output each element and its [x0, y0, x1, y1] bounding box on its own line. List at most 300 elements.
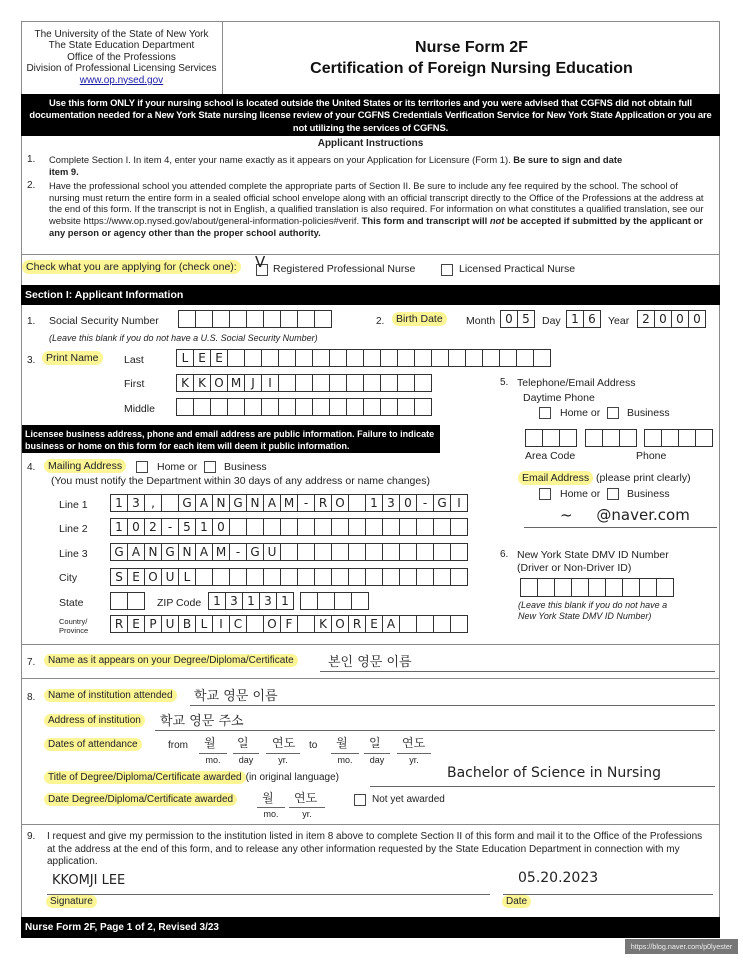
char-box[interactable] — [640, 579, 657, 596]
divider — [21, 678, 720, 679]
state-input[interactable] — [110, 592, 145, 610]
char-box[interactable] — [301, 593, 318, 609]
char-box[interactable]: 0 — [655, 311, 672, 327]
char-box[interactable] — [213, 569, 230, 585]
char-box[interactable]: 1 — [567, 311, 584, 327]
degree-title-input[interactable]: Bachelor of Science in Nursing — [447, 765, 661, 781]
email-note: (please print clearly) — [596, 472, 691, 484]
char-box[interactable] — [679, 430, 696, 446]
signature-input[interactable]: KKOMJI LEE — [52, 873, 126, 888]
char-box[interactable] — [449, 350, 466, 366]
form-subtitle: Certification of Foreign Nursing Education — [310, 60, 633, 77]
item-number: 7. — [27, 657, 36, 668]
char-box[interactable] — [415, 399, 432, 415]
char-box[interactable] — [381, 375, 398, 391]
char-box[interactable]: 0 — [689, 311, 706, 327]
char-box[interactable]: G — [179, 495, 196, 511]
char-box[interactable] — [281, 519, 298, 535]
not-yet-awarded-checkbox[interactable] — [354, 794, 366, 806]
char-box[interactable] — [606, 579, 623, 596]
char-box[interactable]: E — [194, 350, 211, 366]
char-box[interactable] — [383, 544, 400, 560]
awarded-year-input[interactable]: 연도 — [294, 791, 318, 805]
consent-text: I request and give my permission to the institution listed in item 8 above to complete Section II of this form and mail it to the Office of the Professions at the address at the end of this form, and to release any other information requested by the State Education Department in connection with my application. — [47, 831, 703, 867]
char-box[interactable]: E — [366, 616, 383, 632]
address-line2-input[interactable] — [110, 518, 468, 536]
char-box[interactable]: I — [262, 375, 279, 391]
char-box[interactable] — [349, 544, 366, 560]
char-box[interactable]: N — [213, 495, 230, 511]
char-box[interactable]: 1 — [196, 519, 213, 535]
char-box[interactable]: O — [332, 616, 349, 632]
char-box[interactable] — [434, 569, 451, 585]
char-box[interactable] — [347, 350, 364, 366]
char-box[interactable]: G — [434, 495, 451, 511]
char-box[interactable]: O — [264, 616, 281, 632]
char-box[interactable]: L — [177, 350, 194, 366]
char-box[interactable] — [279, 375, 296, 391]
middle-name-label: Middle — [124, 403, 155, 415]
char-box[interactable] — [315, 544, 332, 560]
degree-title-text: Title of Degree/Diploma/Certificate awarded — [44, 771, 246, 784]
ssn-label: Social Security Number — [49, 315, 159, 327]
ssn-input[interactable] — [178, 310, 332, 328]
char-box[interactable] — [313, 375, 330, 391]
email-business-checkbox[interactable] — [607, 488, 619, 500]
char-box[interactable]: 3 — [383, 495, 400, 511]
public-info-notice: Licensee business address, phone and email address are public information. Failure to indicate business or home on this form for each item will deem it public information. — [22, 425, 440, 453]
char-box[interactable] — [366, 544, 383, 560]
to-year-input[interactable]: 연도 — [402, 736, 426, 750]
char-box[interactable]: G — [111, 544, 128, 560]
char-box[interactable]: 3 — [128, 495, 145, 511]
char-box[interactable] — [364, 375, 381, 391]
char-box[interactable]: N — [145, 544, 162, 560]
date-input[interactable]: 05.20.2023 — [518, 870, 599, 886]
char-box[interactable] — [417, 569, 434, 585]
char-box[interactable] — [526, 430, 543, 446]
divider — [21, 824, 720, 825]
char-box[interactable] — [645, 430, 662, 446]
area-code-input[interactable] — [525, 429, 577, 447]
zip4-input[interactable] — [300, 592, 369, 610]
char-box[interactable] — [603, 430, 620, 446]
degree-name-input[interactable]: 본인 영문 이름 — [328, 655, 412, 670]
char-box[interactable]: K — [177, 375, 194, 391]
char-box[interactable] — [162, 495, 179, 511]
instruction-2 — [49, 180, 704, 239]
char-box[interactable] — [245, 399, 262, 415]
char-box[interactable] — [332, 569, 349, 585]
char-box[interactable] — [330, 399, 347, 415]
char-box[interactable]: 0 — [672, 311, 689, 327]
char-box[interactable] — [417, 616, 434, 632]
char-box[interactable] — [194, 399, 211, 415]
phone-home-checkbox[interactable] — [539, 407, 551, 419]
practical-nurse-checkbox[interactable] — [441, 264, 453, 276]
birth-date-text: Birth Date — [392, 312, 447, 326]
phone-number-input[interactable] — [644, 429, 713, 447]
char-box[interactable]: B — [179, 616, 196, 632]
char-box[interactable] — [335, 593, 352, 609]
char-box[interactable] — [281, 569, 298, 585]
char-box[interactable]: 2 — [638, 311, 655, 327]
mailing-business-checkbox[interactable] — [204, 461, 216, 473]
from-day-input[interactable]: 일 — [237, 736, 249, 750]
char-box[interactable] — [228, 350, 245, 366]
char-box[interactable] — [247, 311, 264, 327]
char-box[interactable]: E — [128, 616, 145, 632]
char-box[interactable] — [264, 311, 281, 327]
char-box[interactable] — [696, 430, 713, 446]
to-month-input[interactable]: 월 — [336, 736, 348, 750]
char-box[interactable]: O — [145, 569, 162, 585]
institution-address-underline — [155, 730, 715, 731]
yr-caption: yr. — [278, 755, 288, 765]
char-box[interactable]: K — [315, 616, 332, 632]
char-box[interactable] — [347, 399, 364, 415]
char-box[interactable] — [313, 350, 330, 366]
char-box[interactable]: O — [211, 375, 228, 391]
char-box[interactable]: N — [247, 495, 264, 511]
instruction-number: 1. — [27, 154, 36, 165]
char-box[interactable] — [534, 350, 551, 366]
practical-nurse-label: Licensed Practical Nurse — [459, 263, 576, 275]
instruction-number: 2. — [27, 180, 36, 191]
char-box[interactable] — [483, 350, 500, 366]
char-box[interactable] — [177, 399, 194, 415]
char-box[interactable] — [586, 430, 603, 446]
agency-line: The State Education Department — [48, 40, 195, 52]
char-box[interactable] — [179, 311, 196, 327]
char-box[interactable] — [560, 430, 577, 446]
to-day-input[interactable]: 일 — [369, 736, 381, 750]
char-box[interactable]: 0 — [400, 495, 417, 511]
first-name-input[interactable] — [176, 374, 432, 392]
char-box[interactable]: - — [230, 544, 247, 560]
char-box[interactable] — [657, 579, 674, 596]
char-box[interactable]: 0 — [128, 519, 145, 535]
institution-address-input[interactable]: 학교 영문 주소 — [160, 714, 244, 729]
char-box[interactable]: L — [179, 569, 196, 585]
char-box[interactable] — [196, 311, 213, 327]
char-box[interactable] — [521, 579, 538, 596]
char-box[interactable] — [398, 399, 415, 415]
email-input[interactable]: ~ @naver.com — [560, 506, 690, 524]
char-box[interactable]: A — [196, 495, 213, 511]
char-box[interactable] — [296, 350, 313, 366]
agency-line: Division of Professional Licensing Services — [26, 63, 217, 75]
char-box[interactable] — [298, 311, 315, 327]
day-caption: day — [238, 755, 254, 765]
email-underline — [524, 527, 717, 528]
underline — [199, 753, 227, 754]
mo-caption: mo. — [263, 809, 279, 819]
char-box[interactable]: E — [128, 569, 145, 585]
char-box[interactable] — [451, 519, 468, 535]
divider — [21, 644, 720, 645]
char-box[interactable]: - — [162, 519, 179, 535]
char-box[interactable] — [230, 311, 247, 327]
char-box[interactable] — [451, 569, 468, 585]
char-box[interactable]: K — [194, 375, 211, 391]
char-box[interactable] — [400, 569, 417, 585]
char-box[interactable]: A — [383, 616, 400, 632]
char-box[interactable]: 1 — [243, 593, 260, 609]
char-box[interactable] — [555, 579, 572, 596]
mailing-address-label — [44, 460, 126, 472]
item-number: 6. — [500, 549, 509, 560]
char-box[interactable] — [264, 569, 281, 585]
char-box[interactable]: N — [179, 544, 196, 560]
char-box[interactable] — [400, 616, 417, 632]
char-box[interactable] — [245, 350, 262, 366]
char-box[interactable]: M — [281, 495, 298, 511]
phone-business-label: Business — [627, 407, 670, 419]
char-box[interactable] — [662, 430, 679, 446]
char-box[interactable] — [415, 350, 432, 366]
underline — [364, 753, 390, 754]
char-box[interactable]: R — [349, 616, 366, 632]
char-box[interactable]: R — [111, 616, 128, 632]
birth-year-input[interactable] — [637, 310, 706, 328]
from-month-input[interactable]: 월 — [204, 736, 216, 750]
birth-day-input[interactable] — [566, 310, 601, 328]
char-box[interactable]: 6 — [584, 311, 601, 327]
char-box[interactable]: G — [230, 495, 247, 511]
country-input[interactable] — [110, 615, 468, 633]
char-box[interactable] — [620, 430, 637, 446]
email-home-checkbox[interactable] — [539, 488, 551, 500]
char-box[interactable] — [589, 579, 606, 596]
char-box[interactable] — [279, 350, 296, 366]
char-box[interactable] — [366, 569, 383, 585]
char-box[interactable] — [262, 399, 279, 415]
zip-label: ZIP Code — [157, 597, 202, 609]
char-box[interactable] — [383, 519, 400, 535]
char-box[interactable] — [313, 399, 330, 415]
char-box[interactable] — [228, 399, 245, 415]
char-box[interactable] — [264, 519, 281, 535]
mo-caption: mo. — [337, 755, 353, 765]
from-year-input[interactable]: 연도 — [272, 736, 296, 750]
char-box[interactable] — [381, 350, 398, 366]
char-box[interactable] — [517, 350, 534, 366]
char-box[interactable] — [364, 399, 381, 415]
char-box[interactable] — [230, 569, 247, 585]
birth-month-input[interactable] — [500, 310, 535, 328]
char-box[interactable]: 2 — [145, 519, 162, 535]
website-link[interactable]: www.op.nysed.gov — [79, 74, 164, 86]
char-box[interactable]: A — [196, 544, 213, 560]
char-box[interactable] — [623, 579, 640, 596]
char-box[interactable]: 1 — [277, 593, 294, 609]
last-name-input[interactable] — [176, 349, 551, 367]
char-box[interactable]: 3 — [226, 593, 243, 609]
registered-nurse-label: Registered Professional Nurse — [273, 263, 416, 275]
char-box[interactable] — [211, 399, 228, 415]
item-number: 1. — [27, 316, 36, 327]
char-box[interactable]: E — [211, 350, 228, 366]
char-box[interactable]: , — [145, 495, 162, 511]
char-box[interactable] — [315, 569, 332, 585]
char-box[interactable]: 3 — [260, 593, 277, 609]
char-box[interactable] — [417, 544, 434, 560]
char-box[interactable]: - — [298, 495, 315, 511]
instruction-bold: be accepted if submitted by the applicant or any person or agency other than the proper school authority. — [49, 215, 703, 238]
char-box[interactable] — [262, 350, 279, 366]
char-box[interactable]: 5 — [179, 519, 196, 535]
char-box[interactable] — [281, 544, 298, 560]
dmv-note — [518, 600, 667, 622]
email-label-text: Email Address — [518, 471, 593, 485]
institution-name-input[interactable]: 학교 영문 이름 — [194, 689, 278, 704]
zip-input[interactable] — [208, 592, 294, 610]
middle-name-input[interactable] — [176, 398, 432, 416]
char-box[interactable] — [298, 616, 315, 632]
phone-business-checkbox[interactable] — [607, 407, 619, 419]
char-box[interactable]: U — [162, 616, 179, 632]
yr-caption: yr. — [302, 809, 312, 819]
char-box[interactable] — [349, 495, 366, 511]
char-box[interactable] — [417, 519, 434, 535]
char-box[interactable] — [332, 519, 349, 535]
city-input[interactable] — [110, 568, 468, 586]
item-number: 3. — [27, 355, 36, 366]
char-box[interactable]: I — [213, 616, 230, 632]
char-box[interactable] — [415, 375, 432, 391]
char-box[interactable] — [398, 375, 415, 391]
char-box[interactable] — [381, 399, 398, 415]
char-box[interactable] — [298, 519, 315, 535]
char-box[interactable] — [315, 311, 332, 327]
char-box[interactable]: 1 — [111, 495, 128, 511]
char-box[interactable] — [230, 519, 247, 535]
char-box[interactable]: U — [264, 544, 281, 560]
char-box[interactable]: 0 — [213, 519, 230, 535]
char-box[interactable] — [364, 350, 381, 366]
char-box[interactable] — [466, 350, 483, 366]
institution-address-label — [44, 715, 145, 726]
char-box[interactable] — [279, 399, 296, 415]
char-box[interactable] — [347, 375, 364, 391]
char-box[interactable] — [298, 544, 315, 560]
char-box[interactable] — [434, 544, 451, 560]
month-label: Month — [466, 315, 496, 327]
char-box[interactable] — [315, 519, 332, 535]
email-business-label: Business — [627, 488, 670, 500]
char-box[interactable]: R — [315, 495, 332, 511]
char-box[interactable]: M — [213, 544, 230, 560]
item-number: 5. — [500, 377, 509, 388]
char-box[interactable] — [111, 593, 128, 609]
char-box[interactable]: J — [245, 375, 262, 391]
char-box[interactable] — [330, 350, 347, 366]
char-box[interactable] — [298, 569, 315, 585]
page-footer: Nurse Form 2F, Page 1 of 2, Revised 3/23 — [21, 917, 720, 938]
dmv-note-line: New York State DMV ID Number) — [518, 611, 652, 621]
char-box[interactable]: 1 — [366, 495, 383, 511]
char-box[interactable] — [400, 519, 417, 535]
applying-for-text: Check what you are applying for (check one): — [22, 260, 241, 274]
print-name-label — [42, 352, 103, 364]
char-box[interactable] — [572, 579, 589, 596]
char-box[interactable]: I — [451, 495, 468, 511]
awarded-month-input[interactable]: 월 — [262, 791, 274, 805]
char-box[interactable] — [451, 616, 468, 632]
form-title-block — [223, 21, 720, 94]
dmv-id-input[interactable] — [520, 578, 674, 597]
char-box[interactable] — [247, 519, 264, 535]
char-box[interactable]: G — [162, 544, 179, 560]
char-box[interactable] — [352, 593, 369, 609]
char-box[interactable] — [434, 616, 451, 632]
char-box[interactable]: O — [332, 495, 349, 511]
signature-label — [46, 896, 97, 907]
char-box[interactable]: A — [128, 544, 145, 560]
char-box[interactable] — [349, 519, 366, 535]
char-box[interactable] — [318, 593, 335, 609]
char-box[interactable] — [349, 569, 366, 585]
char-box[interactable]: M — [228, 375, 245, 391]
birth-date-label — [392, 313, 447, 325]
char-box[interactable] — [296, 375, 313, 391]
char-box[interactable]: G — [247, 544, 264, 560]
char-box[interactable] — [398, 350, 415, 366]
char-box[interactable]: L — [196, 616, 213, 632]
char-box[interactable] — [332, 544, 349, 560]
char-box[interactable] — [330, 375, 347, 391]
char-box[interactable] — [296, 399, 313, 415]
char-box[interactable] — [543, 430, 560, 446]
address-line1-input[interactable] — [110, 494, 468, 512]
char-box[interactable]: 1 — [111, 519, 128, 535]
char-box[interactable] — [366, 519, 383, 535]
char-box[interactable]: P — [145, 616, 162, 632]
char-box[interactable]: 1 — [209, 593, 226, 609]
char-box[interactable]: 0 — [501, 311, 518, 327]
city-label: City — [59, 572, 78, 584]
char-box[interactable]: 5 — [518, 311, 535, 327]
char-box[interactable] — [400, 544, 417, 560]
item-number: 2. — [376, 316, 385, 327]
char-box[interactable] — [213, 311, 230, 327]
char-box[interactable] — [247, 616, 264, 632]
date-label-text: Date — [502, 895, 531, 908]
mailing-home-checkbox[interactable] — [136, 461, 148, 473]
char-box[interactable] — [383, 569, 400, 585]
char-box[interactable] — [434, 519, 451, 535]
char-box[interactable]: F — [281, 616, 298, 632]
char-box[interactable] — [500, 350, 517, 366]
char-box[interactable] — [538, 579, 555, 596]
char-box[interactable]: - — [417, 495, 434, 511]
char-box[interactable]: A — [264, 495, 281, 511]
char-box[interactable]: U — [162, 569, 179, 585]
dmv-label — [517, 549, 669, 575]
dmv-note-line: (Leave this blank if you do not have a — [518, 600, 668, 610]
char-box[interactable] — [128, 593, 145, 609]
char-box[interactable]: C — [230, 616, 247, 632]
phone-prefix-input[interactable] — [585, 429, 637, 447]
char-box[interactable] — [196, 569, 213, 585]
char-box[interactable]: S — [111, 569, 128, 585]
char-box[interactable] — [281, 311, 298, 327]
char-box[interactable] — [432, 350, 449, 366]
char-box[interactable] — [247, 569, 264, 585]
address-line3-input[interactable] — [110, 543, 468, 561]
char-box[interactable] — [451, 544, 468, 560]
